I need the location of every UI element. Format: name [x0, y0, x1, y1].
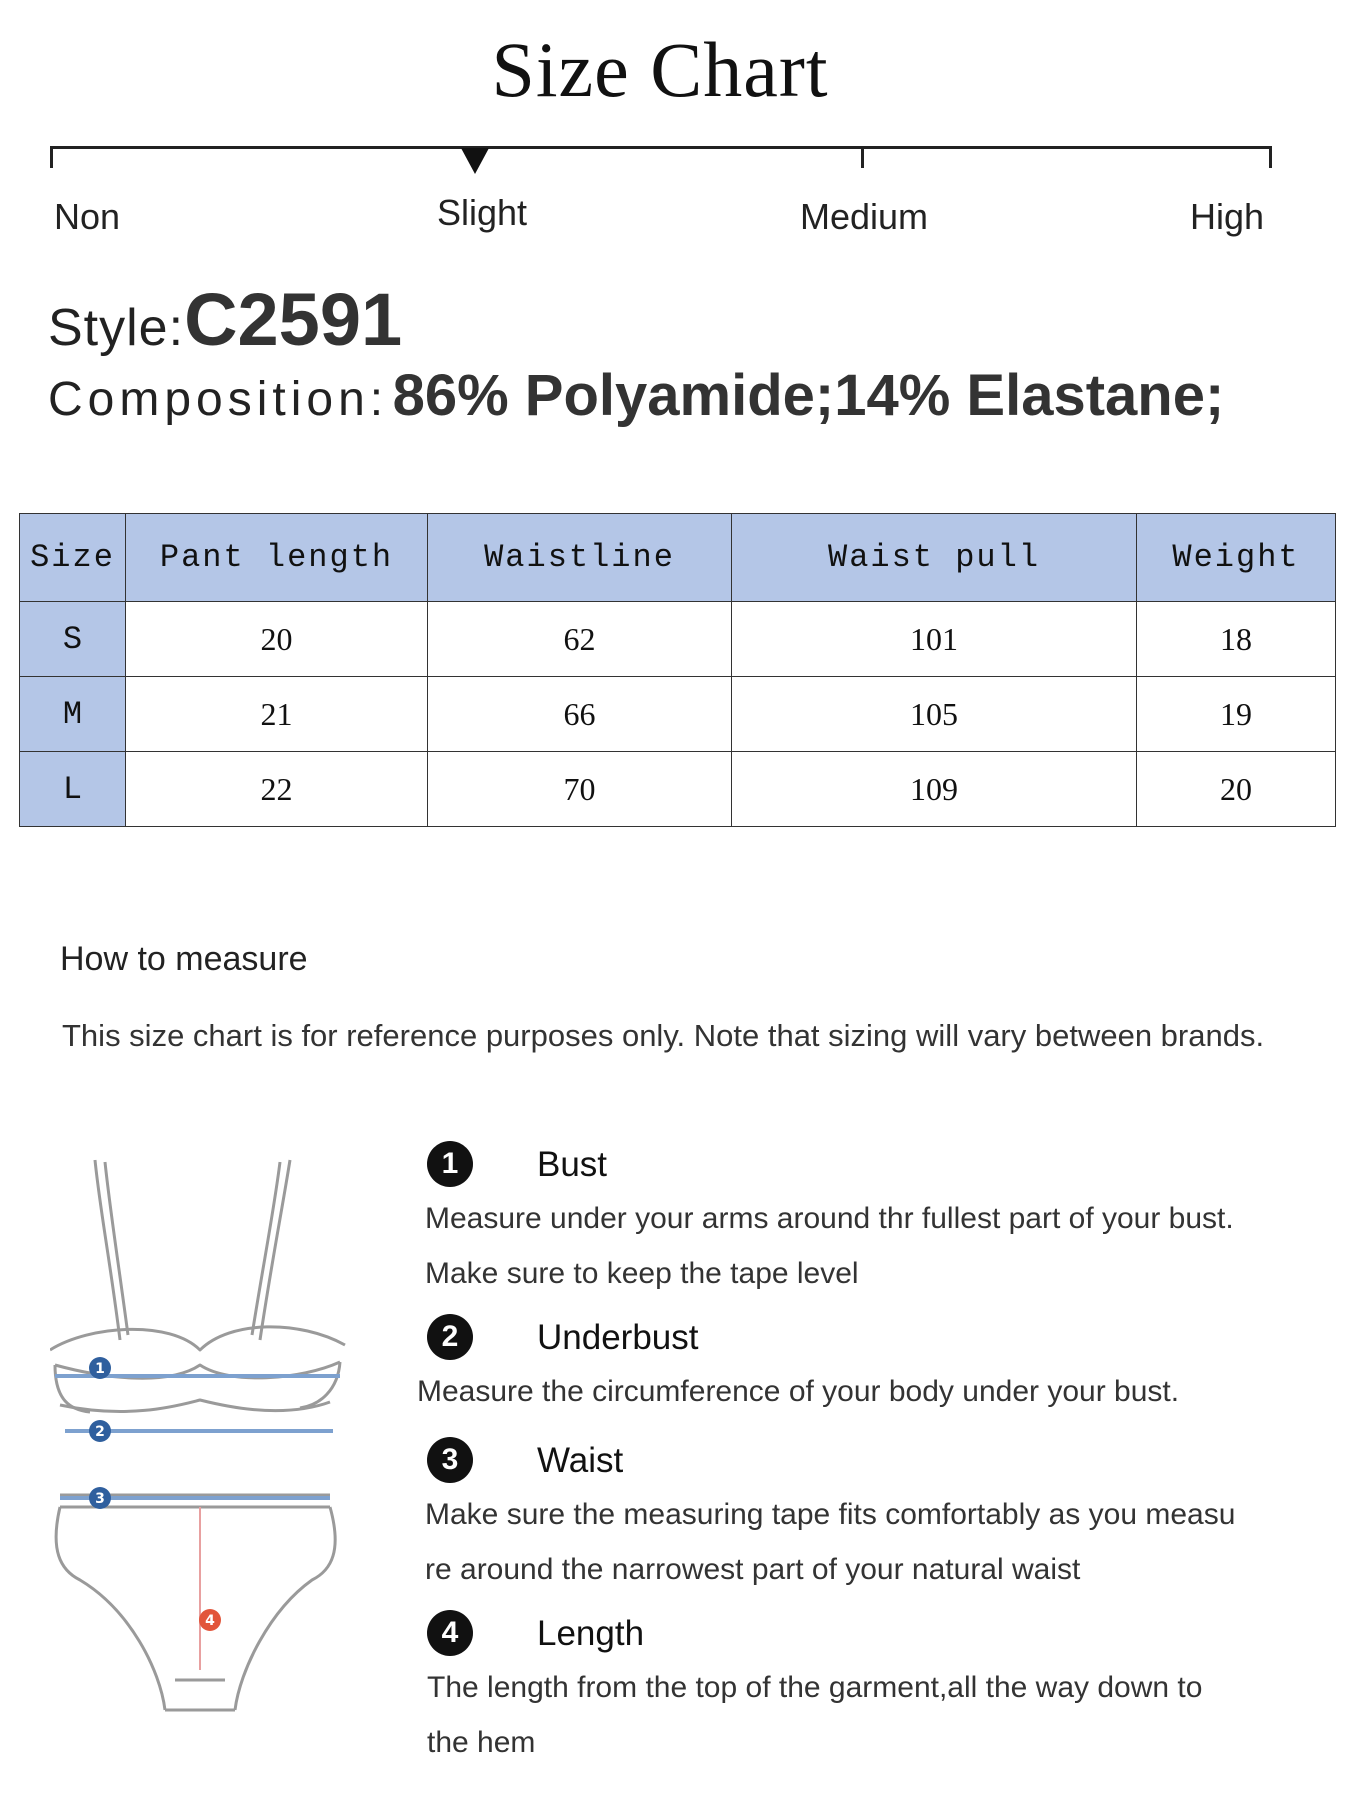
scale-tick [50, 146, 53, 168]
stretch-marker-icon [461, 148, 489, 174]
svg-text:1: 1 [95, 1361, 105, 1377]
table-cell: 22 [126, 752, 428, 827]
how-to-measure-heading: How to measure [60, 940, 308, 978]
svg-text:2: 2 [95, 1424, 105, 1440]
page-title: Size Chart [491, 26, 829, 113]
table-row [20, 752, 1336, 827]
table-cell: 20 [126, 602, 428, 677]
table-row [20, 677, 1336, 752]
table-cell: 70 [428, 752, 732, 827]
scale-tick [861, 146, 864, 168]
table-cell: 18 [1137, 602, 1336, 677]
column-header: Waist pull [732, 514, 1137, 602]
column-header: Size [20, 514, 126, 602]
table-cell: M [20, 677, 126, 752]
measure-item-desc-line: the hem [427, 1726, 536, 1759]
table-cell: 109 [732, 752, 1137, 827]
table-cell: 105 [732, 677, 1137, 752]
measure-item-title: Length [537, 1614, 645, 1653]
number-4-icon: 4 [427, 1610, 473, 1656]
table-cell: S [20, 602, 126, 677]
table-cell: 101 [732, 602, 1137, 677]
table-cell: 21 [126, 677, 428, 752]
measure-item-title: Waist [537, 1441, 624, 1480]
size-table [19, 513, 1336, 827]
number-3-icon: 3 [427, 1437, 473, 1483]
number-2-icon: 2 [427, 1314, 473, 1360]
column-header: Waistline [428, 514, 732, 602]
style-label: Style: [48, 299, 185, 357]
bikini-measurement-illustration [50, 1150, 350, 1730]
column-header: Weight [1137, 514, 1336, 602]
measure-item-desc-line: Make sure to keep the tape level [425, 1257, 859, 1290]
measure-item-desc-line: re around the narrowest part of your natural waist [425, 1553, 1081, 1586]
measure-item-title: Underbust [537, 1318, 699, 1357]
composition-line [48, 362, 1224, 429]
scale-label-non: Non [54, 196, 121, 237]
table-cell: 62 [428, 602, 732, 677]
table-row [20, 602, 1336, 677]
scale-label-slight: Slight [437, 192, 528, 233]
table-cell: 20 [1137, 752, 1336, 827]
scale-line [50, 146, 1272, 149]
measure-item-desc-line: Measure the circumference of your body under your bust. [417, 1375, 1180, 1408]
svg-text:4: 4 [205, 1613, 215, 1629]
style-line [48, 277, 402, 362]
composition-value: 86% Polyamide;14% Elastane; [392, 363, 1225, 428]
table-cell: 66 [428, 677, 732, 752]
stretch-scale [50, 140, 1272, 240]
measure-item-desc-line: The length from the top of the garment,all the way down to [427, 1671, 1203, 1704]
measure-item-desc-line: Make sure the measuring tape fits comfortably as you measu [425, 1498, 1236, 1531]
scale-tick [1269, 146, 1272, 168]
scale-label-high: High [1190, 196, 1265, 237]
how-to-measure-note: This size chart is for reference purposes only. Note that sizing will vary between brands. [62, 1018, 1265, 1053]
table-cell: 19 [1137, 677, 1336, 752]
column-header: Pant length [126, 514, 428, 602]
measure-item-desc-line: Measure under your arms around thr fullest part of your bust. [425, 1202, 1234, 1235]
svg-text:3: 3 [95, 1491, 105, 1507]
style-value: C2591 [184, 278, 403, 361]
composition-label: Composition: [48, 373, 389, 426]
table-cell: L [20, 752, 126, 827]
number-1-icon: 1 [427, 1141, 473, 1187]
table-header-row [20, 514, 1336, 602]
measure-item-title: Bust [537, 1145, 608, 1184]
scale-label-medium: Medium [800, 196, 929, 237]
